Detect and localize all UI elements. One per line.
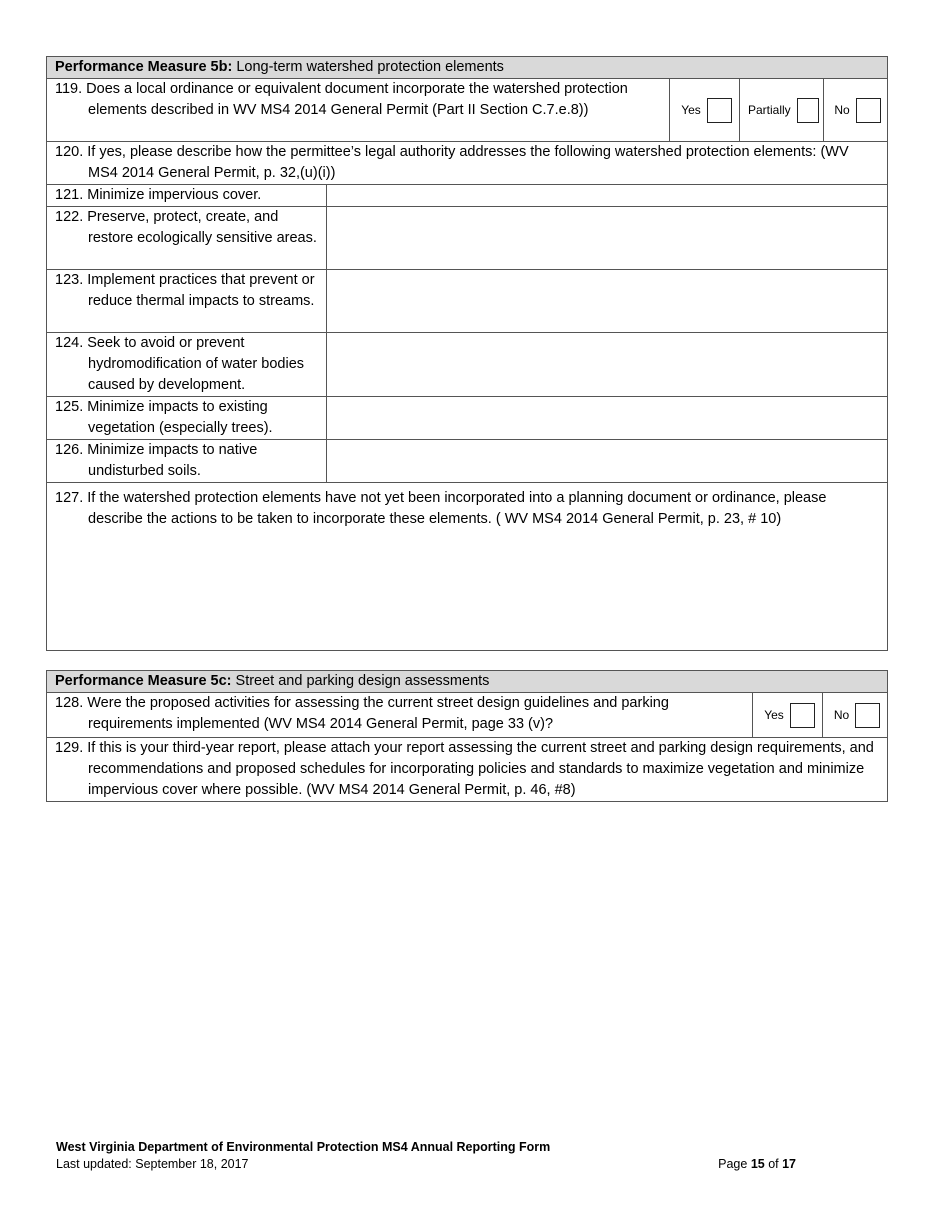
q128-yes-checkbox[interactable] <box>790 703 815 728</box>
q122-answer-field[interactable] <box>327 207 888 270</box>
q119-yes-checkbox[interactable] <box>707 98 732 123</box>
q128-no-label: No <box>833 707 850 722</box>
section-5b-header-label: Performance Measure 5b: <box>55 59 233 75</box>
page-number <box>718 1156 796 1173</box>
q128-no-cell <box>823 693 888 738</box>
section-5c-header-title: Street and parking design assessments <box>231 673 490 689</box>
q126-label-cell <box>47 440 327 483</box>
footer-updated: Last updated: September 18, 2017 <box>56 1157 249 1171</box>
q121-label-cell <box>47 185 327 207</box>
q124-label: 124. Seek to avoid or prevent hydromodification of water bodies caused by development. <box>55 335 305 393</box>
q122-label: 122. Preserve, protect, create, and restore ecologically sensitive areas. <box>55 209 317 246</box>
q119-partially-cell <box>740 79 824 142</box>
section-5c-header <box>47 671 888 693</box>
q120-text: 120. If yes, please describe how the permittee’s legal authority addresses the following watershed protection elements: (WV MS4 2014 General Permit, p. 32,(u)(i)) <box>55 144 849 181</box>
q125-answer-field[interactable] <box>327 397 888 440</box>
q119-yes-label: Yes <box>681 102 701 117</box>
q119-no-label: No <box>834 102 850 117</box>
q119-partially-checkbox[interactable] <box>797 98 819 123</box>
q121-label: 121. Minimize impervious cover. <box>55 187 262 203</box>
q121-answer-field[interactable] <box>327 185 888 207</box>
page-footer <box>56 1139 796 1173</box>
q127-cell[interactable] <box>47 483 888 651</box>
q122-label-cell <box>47 207 327 270</box>
q125-label: 125. Minimize impacts to existing vegetation (especially trees). <box>55 399 273 436</box>
q128-cell <box>47 693 753 738</box>
q126-label: 126. Minimize impacts to native undisturbed soils. <box>55 442 258 479</box>
q128-yes-cell <box>753 693 823 738</box>
q127-text: 127. If the watershed protection elements have not yet been incorporated into a planning document or ordinance, please describe the actions to be taken to incorporate these elements. ( WV MS4 2014 General Permit, p. 23, # 10) <box>55 490 827 527</box>
page-total: 17 <box>782 1157 796 1171</box>
q124-answer-field[interactable] <box>327 333 888 397</box>
q128-text: 128. Were the proposed activities for assessing the current street design guidelines and parking requirements implemented (WV MS4 2014 General Permit, page 33 (v)? <box>55 695 669 732</box>
q128-yes-label: Yes <box>764 707 784 722</box>
section-5c-header-label: Performance Measure 5c: <box>55 673 232 689</box>
q119-no-cell <box>824 79 888 142</box>
section-5b-header <box>47 57 888 79</box>
q119-text: 119. Does a local ordinance or equivalent document incorporate the watershed protection elements described in WV MS4 2014 General Permit (Part II Section C.7.e.8)) <box>55 81 628 118</box>
footer-org: West Virginia Department of Environmental Protection MS4 Annual Reporting Form <box>56 1140 551 1154</box>
page-prefix: Page <box>718 1157 751 1171</box>
page-mid: of <box>764 1157 783 1171</box>
q123-label-cell <box>47 270 327 333</box>
section-5b-table <box>46 56 888 651</box>
q119-cell <box>47 79 670 142</box>
section-5c-table <box>46 670 888 802</box>
q124-label-cell <box>47 333 327 397</box>
q128-no-checkbox[interactable] <box>855 703 880 728</box>
q123-label: 123. Implement practices that prevent or reduce thermal impacts to streams. <box>55 272 315 309</box>
page-current: 15 <box>750 1157 765 1171</box>
q129-text: 129. If this is your third-year report, please attach your report assessing the current street and parking design requirements, and recommendations and proposed schedules for incorporating policies and standards to maximize vegetation and minimize impervious cover where possible. (WV MS4 2014 General Permit, p. 46, #8) <box>55 740 874 798</box>
q125-label-cell <box>47 397 327 440</box>
q119-yes-cell <box>670 79 740 142</box>
q126-answer-field[interactable] <box>327 440 888 483</box>
q119-no-checkbox[interactable] <box>856 98 881 123</box>
q129-cell <box>47 738 888 802</box>
q123-answer-field[interactable] <box>327 270 888 333</box>
q119-partially-label: Partially <box>748 102 791 117</box>
q120-cell <box>47 142 888 185</box>
section-5b-header-title: Long-term watershed protection elements <box>232 59 504 75</box>
